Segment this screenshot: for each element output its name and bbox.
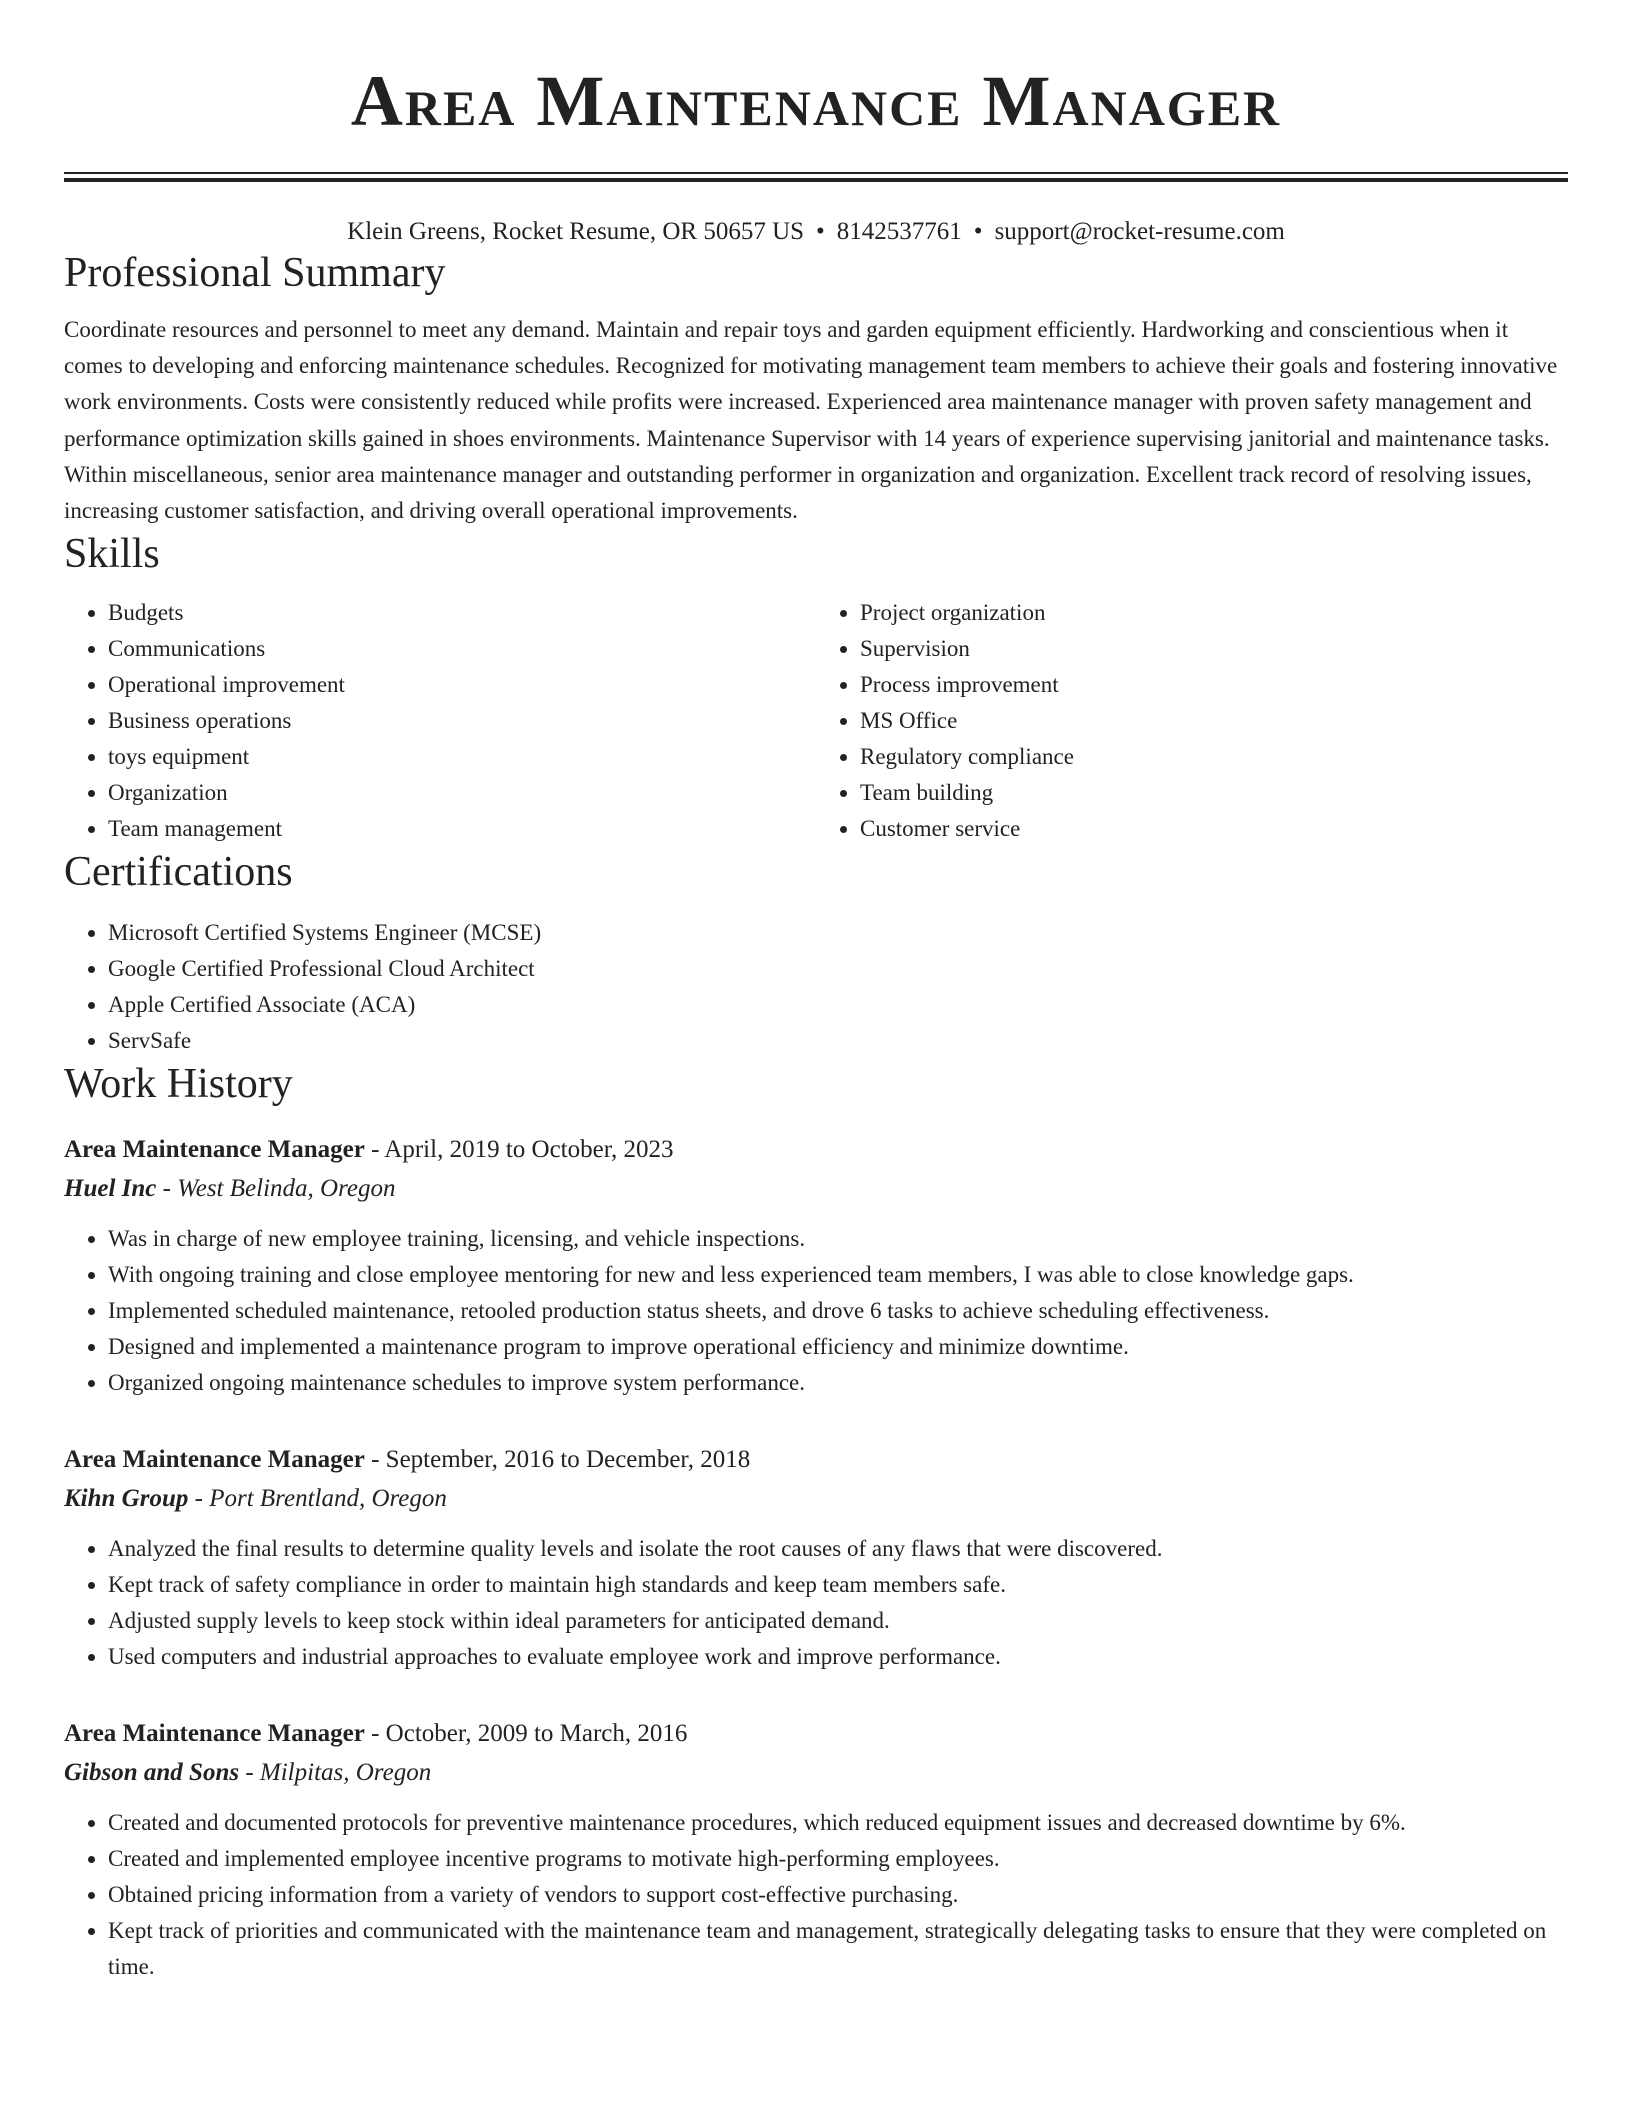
certifications-heading: Certifications (64, 849, 293, 896)
skill-item: • Organization (108, 775, 816, 811)
skill-item: • Customer service (860, 811, 1568, 847)
skill-item: • Business operations (108, 703, 816, 739)
job-bullets (64, 1805, 1568, 1985)
skill-item: • Team building (860, 775, 1568, 811)
certification-item: • Microsoft Certified Systems Engineer (MCSE) (108, 915, 1568, 951)
job-bullet: • Designed and implemented a maintenance program to improve operational efficiency and minimize downtime. (108, 1329, 1568, 1365)
job-dates: - April, 2019 to October, 2023 (364, 1136, 674, 1164)
skill-item: • MS Office (860, 703, 1568, 739)
job-bullet: • Created and implemented employee incentive programs to motivate high-performing employees. (108, 1841, 1568, 1877)
job-dates: - September, 2016 to December, 2018 (364, 1446, 751, 1474)
job-bullet: • Used computers and industrial approaches to evaluate employee work and improve performance. (108, 1639, 1568, 1675)
job-header (64, 1715, 1568, 1753)
certification-item: • Google Certified Professional Cloud Architect (108, 951, 1568, 987)
job-location: - West Belinda, Oregon (156, 1175, 396, 1203)
skill-item: • Team management (108, 811, 816, 847)
job-location: - Port Brentland, Oregon (188, 1485, 447, 1513)
certification-item: • ServSafe (108, 1023, 1568, 1059)
job-bullet: • Implemented scheduled maintenance, retooled production status sheets, and drove 6 tasks to achieve scheduling effectiveness. (108, 1293, 1568, 1329)
job-entry (64, 1131, 1568, 1401)
summary-heading: Professional Summary (64, 250, 446, 296)
skills-column-right (816, 595, 1568, 847)
job-role: Area Maintenance Manager (64, 1720, 365, 1748)
contact-line (64, 216, 1568, 248)
summary-text: Coordinate resources and personnel to meet any demand. Maintain and repair toys and garden equipment efficiently. Hardworking and conscientious when it comes to developing and enforcing maintenance schedules. Recognized for motivating management team members to achieve their goals and fostering innovative work environments. Costs were consistently reduced while profits were increased. Experienced area maintenance manager with proven safety management and performance optimization skills gained in shoes environments. Maintenance Supervisor with 14 years of experience supervising janitorial and maintenance tasks. Within miscellaneous, senior area maintenance manager and outstanding performer in organization and organization. Excellent track record of resolving issues, increasing customer satisfaction, and driving overall operational improvements. (64, 317, 1558, 524)
job-bullet: • Obtained pricing information from a variety of vendors to support cost-effective purchasing. (108, 1877, 1568, 1913)
job-header (64, 1131, 1568, 1169)
job-role: Area Maintenance Manager (64, 1136, 365, 1164)
certification-item: • Apple Certified Associate (ACA) (108, 987, 1568, 1023)
skill-item: • Supervision (860, 631, 1568, 667)
job-bullet: • Organized ongoing maintenance schedules to improve system performance. (108, 1365, 1568, 1401)
skill-item: • toys equipment (108, 739, 816, 775)
job-bullet: • Created and documented protocols for preventive maintenance procedures, which reduced equipment issues and decreased downtime by 6%. (108, 1805, 1568, 1841)
skill-item: • Communications (108, 631, 816, 667)
job-entry (64, 1441, 1568, 1675)
skills-heading: Skills (64, 531, 160, 578)
contact-separator: • (816, 218, 825, 245)
job-employer (64, 1479, 1568, 1519)
certifications-list (64, 915, 1568, 1059)
job-role: Area Maintenance Manager (64, 1446, 365, 1474)
job-employer (64, 1753, 1568, 1793)
job-bullet: • With ongoing training and close employee mentoring for new and less experienced team members, I was able to close knowledge gaps. (108, 1257, 1568, 1293)
resume-title: Area Maintenance Manager (350, 61, 1282, 141)
job-bullets (64, 1221, 1568, 1401)
job-bullet: • Analyzed the final results to determine quality levels and isolate the root causes of any flaws that were discovered. (108, 1531, 1568, 1567)
skill-item: • Budgets (108, 595, 816, 631)
job-employer (64, 1169, 1568, 1209)
job-location: - Milpitas, Oregon (239, 1759, 432, 1787)
skills-list (64, 595, 1568, 847)
job-dates: - October, 2009 to March, 2016 (364, 1720, 688, 1748)
job-bullet: • Adjusted supply levels to keep stock within ideal parameters for anticipated demand. (108, 1603, 1568, 1639)
job-bullet: • Kept track of priorities and communicated with the maintenance team and management, strategically delegating tasks to ensure that they were completed on time. (108, 1913, 1568, 1985)
skill-item: • Operational improvement (108, 667, 816, 703)
contact-address: Klein Greens, Rocket Resume, OR 50657 US (347, 218, 805, 245)
job-header (64, 1441, 1568, 1479)
title-divider (64, 172, 1568, 182)
skill-item: • Project organization (860, 595, 1568, 631)
job-bullet: • Was in charge of new employee training, licensing, and vehicle inspections. (108, 1221, 1568, 1257)
skill-item: • Regulatory compliance (860, 739, 1568, 775)
contact-phone: 8142537761 (836, 218, 962, 245)
job-bullet: • Kept track of safety compliance in order to maintain high standards and keep team members safe. (108, 1567, 1568, 1603)
contact-email: support@rocket-resume.com (994, 218, 1285, 245)
job-company: Gibson and Sons (64, 1759, 240, 1787)
job-bullets (64, 1531, 1568, 1675)
job-company: Kihn Group (64, 1485, 189, 1513)
job-company: Huel Inc (64, 1175, 157, 1203)
skills-column-left (64, 595, 816, 847)
skill-item: • Process improvement (860, 667, 1568, 703)
work-history-heading: Work History (64, 1061, 293, 1108)
job-entry (64, 1715, 1568, 1985)
contact-separator: • (973, 218, 983, 245)
